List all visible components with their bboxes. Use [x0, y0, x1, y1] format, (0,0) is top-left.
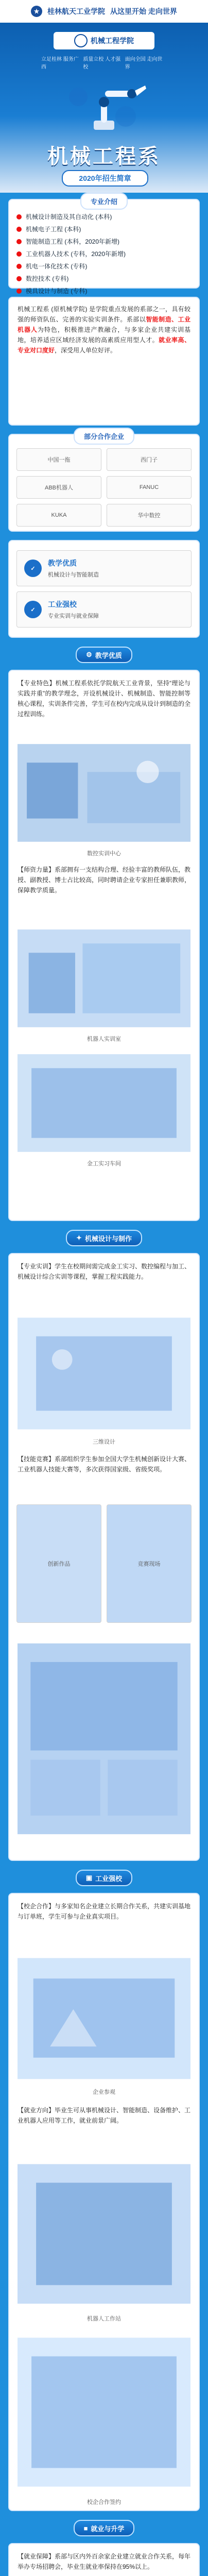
hero-logo-text: 机械工程学院 — [91, 37, 134, 45]
industry-image-2 — [18, 2157, 190, 2311]
teaching-banner-pill — [76, 647, 132, 663]
industry-banner-text: 工业强校 — [95, 1874, 123, 1883]
jobs-paragraph-a: 【就业保障】系部与区内外百余家企业建立就业合作关系，每年举办专场招聘会，毕业生就业率保持在95%以上。 — [18, 2553, 191, 2570]
industry-photo-1 — [18, 1952, 190, 2086]
teaching-photo-2 — [18, 924, 190, 1032]
industry-banner — [8, 1869, 200, 1887]
intro-item-text: 数控技术 (专科) — [26, 275, 69, 282]
intro-item-text: 工业机器人技术 (专科，2020年新增) — [26, 250, 126, 258]
practice-card — [8, 1253, 200, 1861]
practice-photo-grid — [16, 1504, 192, 1623]
jobs-banner-pill — [74, 2520, 135, 2536]
partner-logo: 西门子 — [107, 448, 192, 471]
school-name: 桂林航天工业学院 — [47, 7, 106, 15]
intro-item — [16, 237, 192, 246]
overview-text-b: 为特色，积极推进产教融合，与多家企业共建实训基地，培养适应区域经济发展的高素质应用型人才。 — [18, 326, 190, 344]
bullet-icon — [16, 289, 22, 294]
intro-item — [16, 262, 192, 271]
hero-logo — [54, 32, 154, 49]
hero-subtitle: 2020年招生简章 — [62, 170, 148, 187]
partners-tag: 部分合作企业 — [74, 428, 134, 445]
feature-text — [48, 558, 99, 579]
industry-card — [8, 1893, 200, 2511]
jobs-banner-text: 就业与升学 — [91, 2524, 125, 2533]
feature-title: 工业强校 — [48, 600, 77, 608]
industry-image-1 — [18, 1952, 190, 2086]
jobs-card — [8, 2543, 200, 2576]
hero-title: 机械工程系 — [47, 145, 161, 168]
feature-text — [48, 599, 99, 620]
partner-logo: 中国一拖 — [16, 448, 101, 471]
overview-highlight-b: 就业率高、专业对口度好 — [18, 336, 190, 354]
briefcase-icon: ■ — [83, 2524, 88, 2532]
practice-paragraph-a: 【专业实训】学生在校期间需完成金工实习、数控编程与加工、机械设计综合实训等课程，掌握工程实践能力。 — [18, 1263, 191, 1280]
teaching-paragraph-b: 【师资力量】系部拥有一支结构合理、经验丰富的教师队伍，教授、副教授、博士占比较高，同时聘请企业专家担任兼职教师，保障教学质量。 — [18, 866, 191, 894]
hero-slogans — [41, 55, 167, 70]
practice-banner — [8, 1229, 200, 1247]
overview-text-a: 机械工程系 (原机械学院) 是学院重点发展的系部之一，具有较强的师资队伍、完善的实验实训条件。系部以 — [18, 306, 190, 323]
industry-banner-pill — [76, 1870, 132, 1886]
intro-item — [16, 212, 192, 222]
teaching-banner-text: 教学优质 — [95, 651, 122, 659]
practice-image-1 — [18, 1312, 190, 1435]
wrench-icon: ✦ — [76, 1234, 82, 1242]
overview-paragraph — [18, 304, 190, 355]
intro-item — [16, 286, 192, 296]
industry-paragraph-b: 【就业方向】毕业生可从事机械设计、智能制造、设备维护、工业机器人应用等工作，就业前景广阔。 — [18, 2107, 191, 2124]
partner-logo: ABB机器人 — [16, 476, 101, 499]
overview-text-c: ，深受用人单位好评。 — [55, 347, 117, 354]
practice-banner-text: 机械设计与制作 — [84, 1234, 132, 1243]
industry-caption: 企业参观 — [93, 2089, 115, 2095]
intro-list — [16, 209, 192, 299]
hero — [0, 23, 208, 193]
teaching-photo-3 — [18, 1049, 190, 1157]
bullet-icon — [16, 264, 22, 269]
teaching-caption: 金工实习车间 — [87, 1161, 121, 1167]
jobs-banner — [8, 2519, 200, 2537]
practice-photo-4 — [18, 1633, 190, 1844]
practice-image-3 — [107, 1504, 192, 1623]
feature-item — [16, 550, 192, 586]
bullet-icon — [16, 251, 22, 257]
feature-icon: ✓ — [24, 601, 42, 618]
gear-icon: ⚙ — [86, 651, 92, 658]
feature-title: 教学优质 — [48, 559, 77, 567]
practice-banner-pill — [66, 1230, 142, 1246]
feature-icon: ✓ — [24, 560, 42, 577]
partner-logo: FANUC — [107, 476, 192, 499]
teaching-image-3 — [18, 1049, 190, 1157]
industry-caption: 校企合作签约 — [87, 2499, 121, 2505]
top-tagline: 从这里开始 走向世界 — [110, 7, 177, 15]
practice-caption: 创新作品 — [47, 1561, 71, 1567]
robot-arm-illustration — [58, 70, 150, 137]
bullet-icon — [16, 276, 22, 281]
intro-item-text: 智能制造工程 (本科，2020年新增) — [26, 238, 120, 245]
feature-item — [16, 591, 192, 628]
bullet-icon — [16, 227, 22, 232]
intro-item — [16, 249, 192, 259]
top-bar — [0, 0, 208, 23]
teaching-caption: 数控实训中心 — [87, 851, 121, 857]
bullet-icon — [16, 214, 22, 219]
teaching-image-2 — [18, 924, 190, 1032]
industry-photo-3 — [18, 2330, 190, 2495]
teaching-caption: 机器人实训室 — [87, 1036, 121, 1042]
hero-slogan: 面向全国 走向世界 — [125, 57, 163, 70]
bullet-icon — [16, 239, 22, 244]
practice-image-4 — [18, 1633, 190, 1844]
hero-slogan: 立足桂林 服务广西 — [41, 57, 79, 70]
partner-logo: 华中数控 — [107, 504, 192, 527]
practice-image-2 — [16, 1504, 101, 1623]
industry-image-3 — [18, 2330, 190, 2495]
intro-tag: 专业介绍 — [80, 193, 128, 210]
teaching-banner — [8, 646, 200, 664]
features-card — [8, 540, 200, 638]
industry-caption: 机器人工作站 — [87, 2316, 121, 2322]
practice-caption: 竞赛现场 — [137, 1561, 161, 1567]
practice-caption: 三维设计 — [93, 1439, 115, 1445]
industry-photo-2 — [18, 2157, 190, 2311]
teaching-paragraph-a: 【专业特色】机械工程系依托学院航天工业背景，坚持“理论与实践并重”的教学理念，开设机械设计、机械制造、智能控制等核心课程，实训条件完善，学生可在校内完成从设计到制造的全过程训练。 — [18, 680, 191, 718]
intro-item-text: 机械设计制造及其自动化 (本科) — [26, 213, 112, 221]
features-grid — [16, 550, 192, 628]
intro-card — [8, 198, 200, 295]
partner-logo: KUKA — [16, 504, 101, 527]
partners-grid — [16, 448, 192, 527]
school-logo-icon: ★ — [31, 6, 42, 17]
intro-item-text: 机械电子工程 (本科) — [26, 226, 81, 233]
teaching-photo-1 — [18, 739, 190, 847]
hero-slogan: 质量立校 人才强校 — [83, 57, 121, 70]
practice-paragraph-b: 【技能竞赛】系部组织学生参加全国大学生机械创新设计大赛、工业机器人技能大赛等，多次获得国家级、省级奖项。 — [18, 1455, 191, 1473]
feature-subtitle: 机械设计与智能制造 — [48, 572, 99, 578]
intro-item — [16, 225, 192, 234]
partners-card — [8, 434, 200, 532]
teaching-card — [8, 670, 200, 1221]
practice-photo-1 — [18, 1312, 190, 1435]
seal-icon — [74, 34, 88, 47]
intro-item — [16, 274, 192, 283]
factory-icon: ▣ — [85, 1874, 93, 1882]
overview-card — [8, 297, 200, 426]
industry-paragraph-a: 【校企合作】与多家知名企业建立长期合作关系，共建实训基地与订单班，学生可参与企业真实项目。 — [18, 1903, 191, 1920]
teaching-image-1 — [18, 739, 190, 847]
overview-highlight-a: 智能制造、工业机器人 — [18, 316, 190, 333]
feature-subtitle: 专业实训与就业保障 — [48, 613, 99, 619]
intro-item-text: 机电一体化技术 (专科) — [26, 263, 88, 270]
intro-item-text: 模具设计与制造 (专科) — [26, 287, 88, 295]
